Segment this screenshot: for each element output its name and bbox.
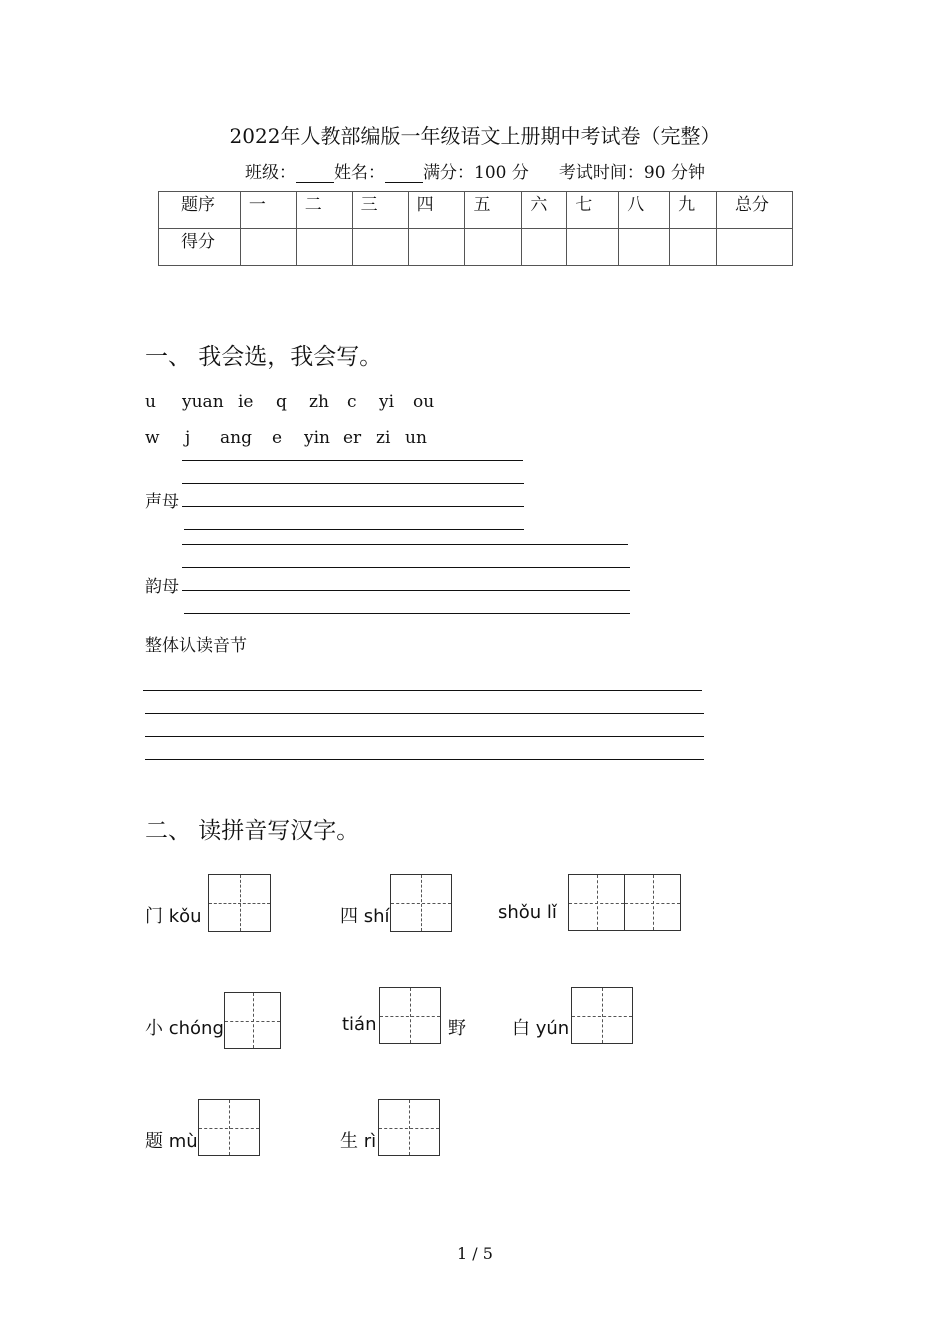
name-blank[interactable] bbox=[385, 164, 423, 183]
item-prompt: 小 chóng bbox=[145, 1018, 224, 1039]
score-table-score-row bbox=[159, 229, 793, 266]
zhengti-write-line[interactable] bbox=[145, 713, 704, 714]
pinyin-item: un bbox=[405, 428, 427, 448]
tianzige-box[interactable] bbox=[379, 987, 441, 1044]
exam-info-line bbox=[0, 158, 950, 183]
shengmu-write-line[interactable] bbox=[184, 529, 524, 530]
yunmu-label: 韵母 bbox=[145, 577, 179, 597]
tianzige-box[interactable] bbox=[208, 874, 271, 932]
pinyin-item: zi bbox=[376, 428, 391, 448]
pinyin-item: zh bbox=[309, 392, 329, 412]
zhengti-write-line[interactable] bbox=[145, 736, 704, 737]
score-cell[interactable] bbox=[465, 229, 522, 266]
table-cell: 六 bbox=[522, 192, 567, 229]
section1-title: 一、 我会选，我会写。 bbox=[145, 344, 383, 370]
pinyin-item: w bbox=[145, 428, 160, 448]
table-cell: 八 bbox=[619, 192, 670, 229]
class-blank[interactable] bbox=[296, 164, 334, 183]
shengmu-write-line[interactable] bbox=[182, 483, 524, 484]
pinyin-item: ie bbox=[238, 392, 254, 412]
tianzige-box[interactable] bbox=[568, 874, 625, 931]
score-table bbox=[158, 191, 793, 266]
exam-time: 考试时间：90 分钟 bbox=[558, 163, 705, 183]
item-prompt: 生 rì bbox=[340, 1131, 377, 1152]
yunmu-write-line[interactable] bbox=[184, 613, 630, 614]
pinyin-item: u bbox=[145, 392, 156, 412]
score-cell[interactable] bbox=[240, 229, 296, 266]
tianzige-box[interactable] bbox=[198, 1099, 260, 1156]
zhengti-write-line[interactable] bbox=[143, 690, 702, 691]
table-cell: 五 bbox=[465, 192, 522, 229]
score-cell[interactable] bbox=[522, 229, 567, 266]
score-cell[interactable] bbox=[567, 229, 619, 266]
shengmu-write-line[interactable] bbox=[182, 506, 524, 507]
pinyin-item: c bbox=[347, 392, 357, 412]
pinyin-item: j bbox=[185, 428, 191, 448]
shengmu-write-line[interactable] bbox=[182, 460, 523, 461]
score-cell[interactable] bbox=[670, 229, 717, 266]
table-cell: 四 bbox=[408, 192, 465, 229]
item-prompt: 门 kǒu bbox=[145, 906, 202, 927]
score-cell[interactable] bbox=[408, 229, 465, 266]
pinyin-item: er bbox=[343, 428, 362, 448]
section2-title: 二、 读拼音写汉字。 bbox=[145, 818, 360, 844]
page-number: 1 / 5 bbox=[457, 1244, 493, 1263]
table-cell: 三 bbox=[352, 192, 408, 229]
exam-title: 2022年人教部编版一年级语文上册期中考试卷（完整） bbox=[229, 124, 721, 148]
tianzige-box[interactable] bbox=[390, 874, 452, 932]
tianzige-box[interactable] bbox=[224, 992, 281, 1049]
score-cell[interactable] bbox=[296, 229, 352, 266]
item-prompt: 四 shí bbox=[340, 906, 390, 927]
table-cell: 二 bbox=[296, 192, 352, 229]
pinyin-item: yuan bbox=[182, 392, 224, 412]
pinyin-item: ang bbox=[220, 428, 252, 448]
class-label: 班级： bbox=[245, 163, 297, 183]
item-prompt: 白 yún bbox=[512, 1018, 570, 1039]
score-cell[interactable] bbox=[352, 229, 408, 266]
score-cell[interactable] bbox=[619, 229, 670, 266]
tianzige-box[interactable] bbox=[624, 874, 681, 931]
table-cell: 得分 bbox=[159, 229, 241, 266]
yunmu-write-line[interactable] bbox=[182, 590, 630, 591]
item-prompt: 题 mù bbox=[145, 1131, 198, 1152]
item-prompt: tián bbox=[342, 1014, 377, 1035]
score-table-header-row bbox=[159, 192, 793, 229]
full-score: 满分：100 分 bbox=[423, 163, 529, 183]
zhengti-label: 整体认读音节 bbox=[145, 636, 247, 656]
item-prompt: shǒu lǐ bbox=[498, 902, 557, 923]
tianzige-box[interactable] bbox=[571, 987, 633, 1044]
pinyin-item: yi bbox=[379, 392, 395, 412]
yunmu-write-line[interactable] bbox=[182, 544, 628, 545]
zhengti-write-line[interactable] bbox=[145, 759, 704, 760]
score-cell[interactable] bbox=[717, 229, 793, 266]
pinyin-item: ou bbox=[413, 392, 435, 412]
yunmu-write-line[interactable] bbox=[182, 567, 630, 568]
table-cell: 一 bbox=[240, 192, 296, 229]
item-suffix: 野 bbox=[448, 1018, 466, 1039]
shengmu-label: 声母 bbox=[145, 492, 179, 512]
table-cell: 题序 bbox=[159, 192, 241, 229]
table-cell: 七 bbox=[567, 192, 619, 229]
pinyin-item: yin bbox=[304, 428, 330, 448]
name-label: 姓名： bbox=[334, 163, 386, 183]
pinyin-item: q bbox=[276, 392, 287, 412]
table-cell: 总分 bbox=[717, 192, 793, 229]
table-cell: 九 bbox=[670, 192, 717, 229]
tianzige-box[interactable] bbox=[378, 1099, 440, 1156]
pinyin-item: e bbox=[272, 428, 283, 448]
